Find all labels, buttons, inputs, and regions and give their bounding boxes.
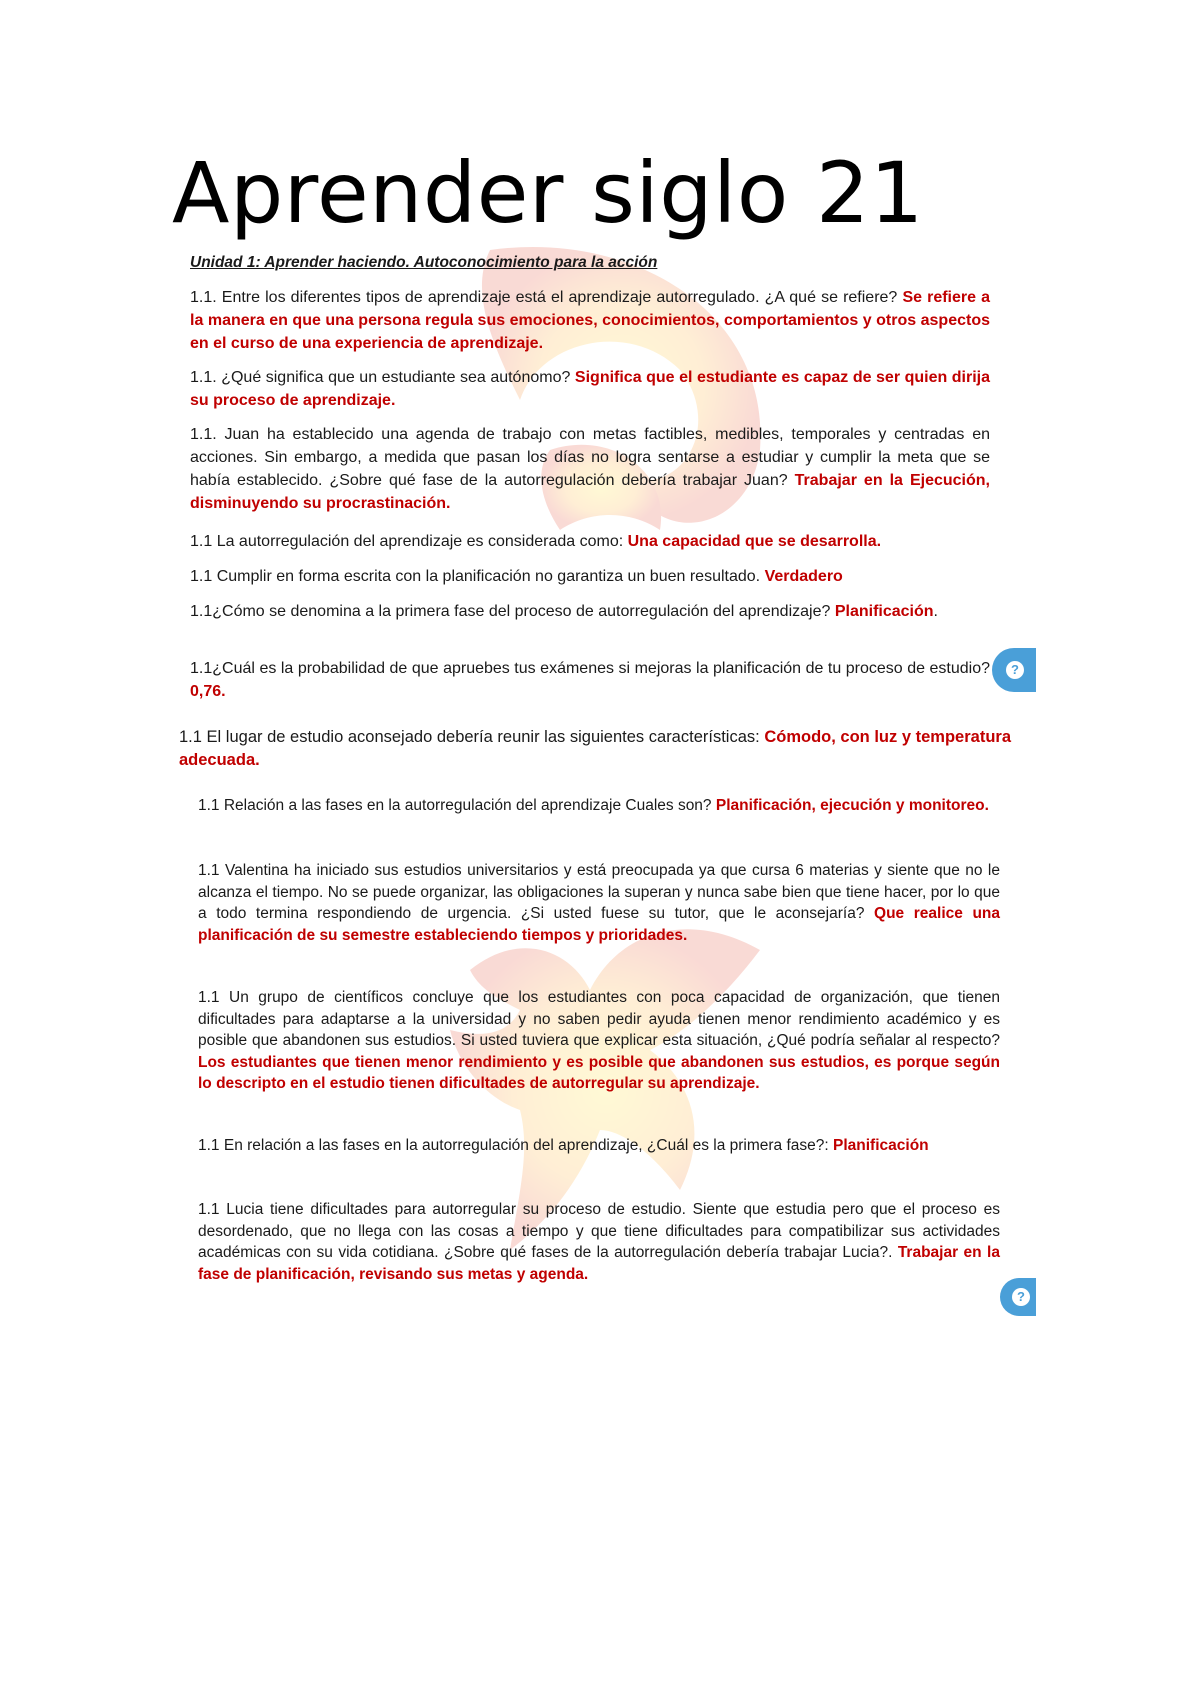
qa-item-10 <box>198 860 1000 946</box>
qa-item-9 <box>198 795 1000 817</box>
answer-text: Cómodo, con luz y temperatura adecuada. <box>179 728 1011 769</box>
question-text: 1.1. ¿Qué significa que un estudiante sea autónomo? <box>190 369 571 386</box>
answer-text: Planificación <box>833 1137 929 1154</box>
question-text: 1.1. Entre los diferentes tipos de aprendizaje está el aprendizaje autorregulado. ¿A qué se refiere? <box>190 289 898 306</box>
answer-tail: . <box>933 603 938 620</box>
qa-item-3 <box>190 423 990 515</box>
question-text: 1.1¿Cómo se denomina a la primera fase del proceso de autorregulación del aprendizaje? <box>190 603 831 620</box>
question-text: 1.1 Cumplir en forma escrita con la planificación no garantiza un buen resultado. <box>190 568 761 585</box>
qa-item-12 <box>198 1135 1000 1157</box>
answer-text: Verdadero <box>764 568 843 585</box>
qa-item-11 <box>198 987 1000 1095</box>
page-title: Aprender siglo 21 <box>172 144 924 242</box>
answer-text: 0,76. <box>190 683 226 700</box>
answer-text: Trabajar en la Ejecución, disminuyendo su procrastinación. <box>190 472 990 512</box>
qa-item-5 <box>190 565 990 588</box>
qa-item-1 <box>190 286 990 355</box>
answer-text: Planificación, ejecución y monitoreo. <box>715 797 989 814</box>
question-text: 1.1 Un grupo de científicos concluye que los estudiantes con poca capacidad de organización, que tienen dificultades para adaptarse a la universidad y no saben pedir ayuda tienen menor rendimiento académico y es posible que abandonen sus estudios. Si usted tuviera que explicar esta situación, ¿Qué podría señalar al respecto? <box>198 989 1000 1049</box>
question-mark-icon: ? <box>1012 1288 1030 1306</box>
help-button[interactable] <box>1000 1278 1036 1316</box>
qa-item-7 <box>190 657 990 703</box>
question-text: 1.1 Valentina ha iniciado sus estudios universitarios y está preocupada ya que cursa 6 materias y siente que no le alcanza el tiempo. No se puede organizar, las obligaciones la superan y nunca sabe bien que tiene hacer, por lo que a todo termina respondiendo de urgencia. ¿Si usted fuese su tutor, que le aconsejaría? <box>198 862 1000 922</box>
help-button[interactable] <box>992 648 1036 692</box>
answer-text: Que realice una planificación de su semestre estableciendo tiempos y prioridades. <box>198 905 1001 944</box>
answer-text: Se refiere a la manera en que una persona regula sus emociones, conocimientos, comportamientos y otros aspectos en el curso de una experiencia de aprendizaje. <box>190 289 991 352</box>
unit-heading: Unidad 1: Aprender haciendo. Autoconocimiento para la acción <box>190 254 658 271</box>
question-mark-icon: ? <box>1006 661 1024 679</box>
question-text: 1.1¿Cuál es la probabilidad de que apruebes tus exámenes si mejoras la planificación de tu proceso de estudio? <box>190 660 990 677</box>
question-text: 1.1 El lugar de estudio aconsejado debería reunir las siguientes características: <box>179 728 760 746</box>
qa-item-4 <box>190 530 990 553</box>
question-text: 1.1 La autorregulación del aprendizaje es considerada como: <box>190 533 624 550</box>
qa-item-6 <box>190 600 990 623</box>
qa-item-13 <box>198 1199 1000 1285</box>
answer-text: Significa que el estudiante es capaz de ser quien dirija su proceso de aprendizaje. <box>190 369 991 409</box>
question-text: 1.1 Relación a las fases en la autorregulación del aprendizaje Cuales son? <box>198 797 712 814</box>
answer-text: Los estudiantes que tienen menor rendimiento y es posible que abandonen sus estudios, es porque según lo descripto en el estudio tienen dificultades de autorregular su aprendizaje. <box>198 1053 1000 1092</box>
answer-text: Una capacidad que se desarrolla. <box>627 533 882 550</box>
qa-item-2 <box>190 366 990 412</box>
question-text: 1.1 Lucia tiene dificultades para autorregular su proceso de estudio. Siente que estudia pero que el proceso es desordenado, que no llega con las cosas a tiempo y que tiene dificultades para compatibilizar sus actividades académicas con su vida cotidiana. ¿Sobre qué fases de la autorregulación debería trabajar Lucia?. <box>198 1201 1000 1261</box>
question-text: 1.1 En relación a las fases en la autorregulación del aprendizaje, ¿Cuál es la primera fase?: <box>198 1137 829 1154</box>
qa-item-8 <box>179 726 1011 772</box>
answer-text: Planificación <box>834 603 934 620</box>
question-text: 1.1. Juan ha establecido una agenda de trabajo con metas factibles, medibles, temporales y centradas en acciones. Sin embargo, a medida que pasan los días no logra sentarse a estudiar y cumplir la meta que se había establecido. ¿Sobre qué fase de la autorregulación debería trabajar Juan? <box>190 426 990 489</box>
answer-text: Trabajar en la fase de planificación, revisando sus metas y agenda. <box>198 1244 1000 1283</box>
